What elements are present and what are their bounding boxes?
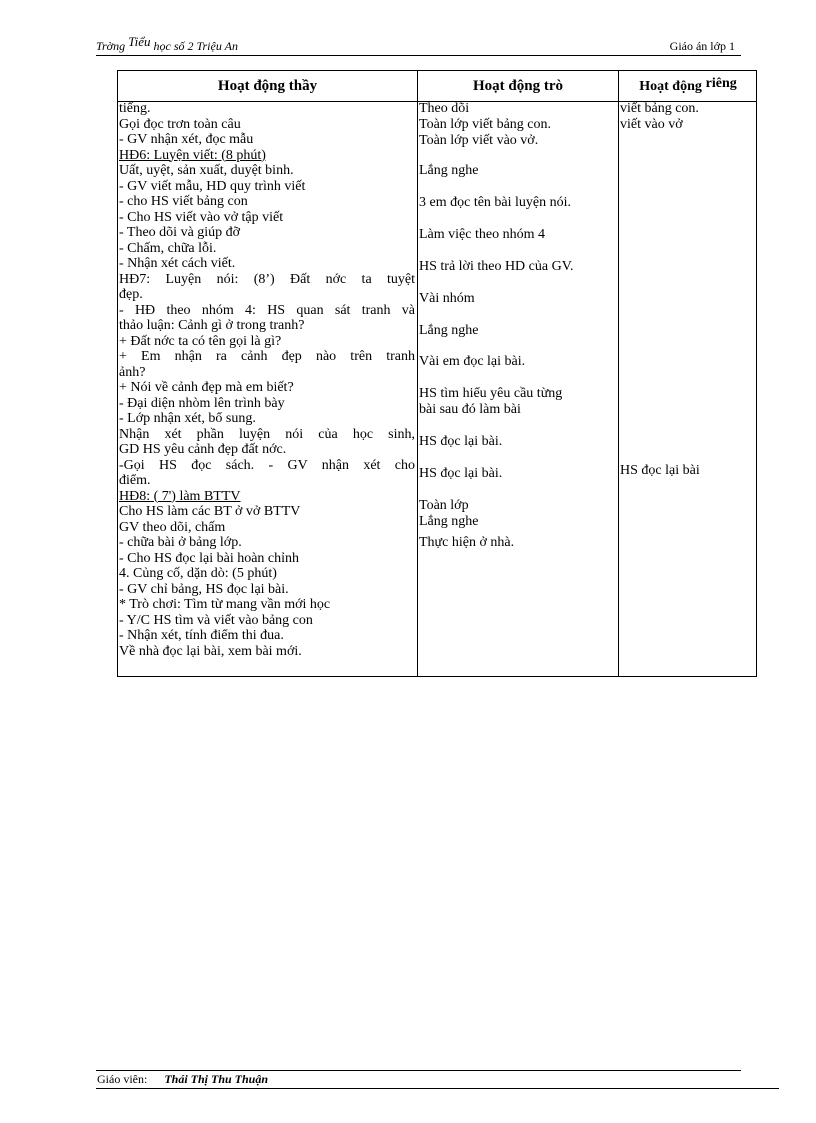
footer-rule-bottom bbox=[96, 1088, 779, 1089]
student-line: Vài nhóm bbox=[419, 291, 475, 306]
student-line bbox=[419, 450, 617, 466]
column-divider-1 bbox=[417, 71, 418, 676]
teacher-line: 4. Củng cố, dặn dò: (5 phút) bbox=[119, 566, 277, 581]
header-own-a: Hoạt động bbox=[639, 79, 702, 94]
teacher-line: - GV nhận xét, đọc mẫu bbox=[119, 132, 254, 147]
header-teacher: Hoạt động thầy bbox=[217, 78, 318, 94]
own-line: viết vào vở bbox=[620, 116, 683, 132]
teacher-line: Về nhà đọc lại bài, xem bài mới. bbox=[119, 643, 302, 659]
student-line: Toàn lớp viết bảng con. bbox=[419, 117, 552, 132]
student-line bbox=[419, 149, 617, 163]
student-line: Làm việc theo nhóm 4 bbox=[419, 227, 545, 242]
student-line: Lắng nghe bbox=[419, 514, 479, 529]
school-name bbox=[96, 34, 238, 54]
teacher-line: - cho HS viết bảng con bbox=[119, 194, 248, 209]
teacher-line: - Cho HS viết vào vở tập viết bbox=[119, 209, 284, 225]
teacher-line: đẹp. bbox=[119, 287, 143, 302]
teacher-line bbox=[119, 489, 416, 505]
header-own bbox=[619, 71, 757, 101]
teacher-line: - HĐ theo nhóm 4: HS quan sát tranh và bbox=[119, 302, 415, 318]
student-line: Thực hiện ở nhà. bbox=[419, 535, 515, 550]
lesson-table bbox=[117, 70, 757, 677]
teacher-line: - Chấm, chữa lỗi. bbox=[119, 240, 217, 256]
student-line bbox=[419, 307, 617, 323]
own-line: HS đọc lại bài bbox=[620, 463, 700, 478]
teacher-line: - Nhận xét cách viết. bbox=[119, 256, 236, 271]
footer-rule-top bbox=[96, 1070, 741, 1071]
school-part-a: Trờng bbox=[96, 39, 126, 53]
student-line: Vài em đọc lại bài. bbox=[419, 354, 526, 369]
teacher-line: + Em nhận ra cảnh đẹp nào trên tranh bbox=[119, 349, 415, 364]
subject-label: Giáo án lớp 1 bbox=[669, 39, 735, 53]
teacher-line: -Gọi HS đọc sách. - GV nhận xét cho bbox=[119, 457, 415, 473]
own-line: viết bảng con. bbox=[620, 101, 699, 116]
student-line bbox=[419, 211, 617, 227]
teacher-line: điểm. bbox=[119, 473, 151, 488]
student-line bbox=[419, 179, 617, 195]
table-header-row bbox=[118, 71, 756, 102]
header-student: Hoạt động trò bbox=[473, 78, 563, 94]
teacher-line: - GV viết mẫu, HD quy trình viết bbox=[119, 178, 306, 194]
school-part-c: học số 2 Triệu An bbox=[153, 39, 238, 53]
student-line: HS đọc lại bài. bbox=[419, 466, 503, 481]
teacher-line: HĐ7: Luyện nói: (8’) Đất nớc ta tuyệt bbox=[119, 271, 415, 287]
student-line bbox=[419, 370, 617, 386]
teacher-line: - Theo dõi và giúp đỡ bbox=[119, 225, 241, 240]
column-divider-2 bbox=[618, 71, 619, 676]
teacher-line: - Cho HS đọc lại bài hoàn chỉnh bbox=[119, 550, 300, 566]
student-line: Lắng nghe bbox=[419, 163, 479, 178]
school-part-b: Tiểu bbox=[128, 34, 151, 49]
student-line: 3 em đọc tên bài luyện nói. bbox=[419, 195, 572, 210]
teacher-line: + Nói về cảnh đẹp mà em biết? bbox=[119, 380, 294, 395]
hd8-title: HĐ8: ( 7') làm BTTV bbox=[119, 488, 241, 504]
teacher-line: - chữa bài ở bảng lớp. bbox=[119, 535, 242, 550]
teacher-line: - Nhận xét, tính điểm thi đua. bbox=[119, 628, 284, 643]
teacher-line: * Trò chơi: Tìm từ mang vần mới học bbox=[119, 597, 331, 612]
teacher-line: Nhận xét phần luyện nói của học sinh, bbox=[119, 426, 415, 442]
teacher-line: thảo luận: Cảnh gì ở trong tranh? bbox=[119, 318, 305, 333]
header-rule bbox=[96, 55, 741, 56]
student-line: Lắng nghe bbox=[419, 323, 479, 338]
teacher-label: Giáo viên: bbox=[97, 1072, 148, 1086]
teacher-line: - Lớp nhận xét, bổ sung. bbox=[119, 411, 256, 426]
student-line: bài sau đó làm bài bbox=[419, 402, 521, 417]
student-line: Theo dõi bbox=[419, 101, 470, 116]
student-line: HS đọc lại bài. bbox=[419, 434, 503, 449]
teacher-line: Gọi đọc trơn toàn câu bbox=[119, 116, 241, 132]
teacher-line bbox=[119, 148, 416, 164]
student-line: HS tìm hiểu yêu cầu từng bbox=[419, 386, 563, 401]
teacher-line: ảnh? bbox=[119, 364, 146, 380]
student-line: Toàn lớp viết vào vở. bbox=[419, 133, 539, 148]
student-line bbox=[419, 418, 617, 434]
teacher-line: - Y/C HS tìm và viết vào bảng con bbox=[119, 612, 313, 628]
header-own-b: riêng bbox=[705, 76, 737, 91]
teacher-line: - Đại diện nhòm lên trình bày bbox=[119, 395, 285, 411]
teacher-line: GD HS yêu cảnh đẹp đất nớc. bbox=[119, 442, 287, 457]
teacher-line: Cho HS làm các BT ở vở BTTV bbox=[119, 504, 301, 519]
student-column bbox=[419, 101, 617, 551]
teacher-line: tiếng. bbox=[119, 101, 151, 116]
student-line bbox=[419, 275, 617, 291]
student-line: Toàn lớp bbox=[419, 498, 469, 513]
teacher-column bbox=[119, 101, 416, 659]
student-line bbox=[419, 339, 617, 354]
student-line bbox=[419, 243, 617, 259]
own-column bbox=[620, 101, 756, 478]
student-line: HS trả lời theo HD của GV. bbox=[419, 259, 574, 274]
page-header bbox=[96, 34, 741, 56]
footer bbox=[97, 1072, 268, 1087]
teacher-line: + Đất nớc ta có tên gọi là gì? bbox=[119, 333, 282, 349]
teacher-line: GV theo dõi, chấm bbox=[119, 519, 226, 535]
teacher-name: Thái Thị Thu Thuận bbox=[164, 1072, 269, 1086]
hd6-title: HĐ6: Luyện viết: (8 phút) bbox=[119, 147, 266, 163]
teacher-line: - GV chỉ bảng, HS đọc lại bài. bbox=[119, 581, 289, 597]
student-line bbox=[419, 482, 617, 498]
teacher-line: Uất, uyệt, sản xuất, duyệt binh. bbox=[119, 163, 294, 178]
